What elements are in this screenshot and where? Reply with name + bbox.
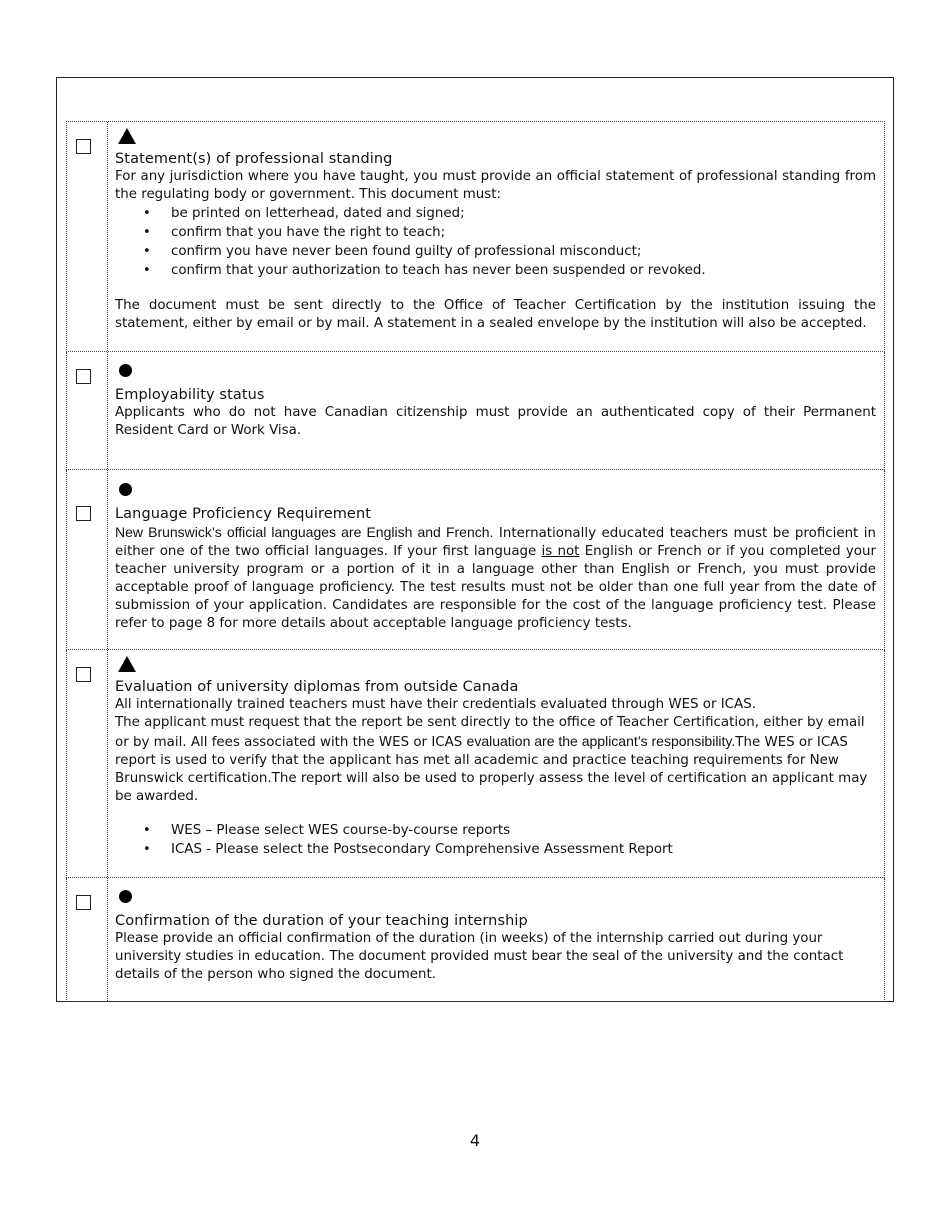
requirement-body-part: The WES or ICAS report is used to verify that the applicant has met all academic and practice teaching requirements for New Brunswick certification.The report will also be used to properly assess the level of certification an applicant may be awarded. <box>115 735 868 804</box>
list-item: • ICAS - Please select the Postsecondary Comprehensive Assessment Report <box>143 840 673 859</box>
requirement-row-language-proficiency <box>66 470 885 650</box>
checkbox[interactable] <box>76 895 91 910</box>
requirement-body-line: All internationally trained teachers must have their credentials evaluated through WES or ICAS. <box>115 697 756 712</box>
checkbox-column <box>67 352 108 469</box>
triangle-icon <box>118 128 136 144</box>
list-item: • confirm you have never been found guilty of professional misconduct; <box>143 242 706 261</box>
requirement-intro: For any jurisdiction where you have taught, you must provide an official statement of professional standing from the regulating body or government. This document must: <box>115 169 876 202</box>
checkbox[interactable] <box>76 506 91 521</box>
requirement-bullet-list <box>143 204 706 280</box>
list-item: • be printed on letterhead, dated and signed; <box>143 204 706 223</box>
checkbox-column <box>67 650 108 877</box>
checkbox-column <box>67 470 108 649</box>
requirement-footer: The document must be sent directly to the Office of Teacher Certification by the institution issuing the statement, either by email or by mail. A statement in a sealed envelope by the institution will also be accepted. <box>115 298 876 331</box>
list-item: • confirm that your authorization to teach has never been suspended or revoked. <box>143 261 706 280</box>
requirement-body <box>115 523 876 633</box>
requirement-row-professional-standing <box>66 121 885 352</box>
requirement-body-part: Internationally educated teachers must be proficient in either one of the two official languages. If your first language <box>115 526 876 559</box>
requirement-bullet-list <box>143 821 673 859</box>
list-item: • confirm that you have the right to teach; <box>143 223 706 242</box>
requirement-body-emphasis: is not <box>541 544 580 559</box>
requirement-body-part: English or French or if you completed your teacher university program or a portion of it in a language other than English or French, you must provide acceptable proof of language proficiency. The test results must not be older than one full year from the date of submission of your application. Candidates are responsible for the cost of the language proficiency test. Please refer to page 8 for more details about acceptable language proficiency tests. <box>115 544 876 631</box>
requirement-row-internship-confirmation <box>66 878 885 1002</box>
requirement-body: Please provide an official confirmation of the duration (in weeks) of the internship carried out during your university studies in education. The document provided must bear the seal of the university and the contact details of the person who signed the document. <box>115 931 844 982</box>
triangle-icon <box>118 656 136 672</box>
checkbox-column <box>67 122 108 351</box>
requirement-title: Employability status <box>115 387 265 403</box>
checkbox[interactable] <box>76 369 91 384</box>
requirement-title: Evaluation of university diplomas from outside Canada <box>115 679 519 695</box>
requirement-body: Applicants who do not have Canadian citizenship must provide an authenticated copy of their Permanent Resident Card or Work Visa. <box>115 405 876 438</box>
requirement-title: Statement(s) of professional standing <box>115 151 393 167</box>
requirement-row-employability-status <box>66 352 885 470</box>
requirement-title: Confirmation of the duration of your teaching internship <box>115 913 528 929</box>
checkbox-column <box>67 878 108 1001</box>
requirement-body-part: The applicant must request that the report be sent directly to the office of Teacher Certification, either by email or by mail. All fees associated with the WES or ICAS <box>115 715 865 750</box>
requirement-title: Language Proficiency Requirement <box>115 506 372 522</box>
requirement-body-lead: New Brunswick’s official languages are English and French. <box>115 524 494 540</box>
requirement-body <box>115 714 876 806</box>
circle-icon <box>119 890 132 903</box>
page-number: 4 <box>469 1131 481 1150</box>
requirement-body-emphasis: evaluation are the applicant’s responsibility. <box>466 733 736 749</box>
circle-icon <box>119 364 132 377</box>
list-item: • WES – Please select WES course-by-course reports <box>143 821 673 840</box>
requirement-row-diploma-evaluation <box>66 650 885 878</box>
circle-icon <box>119 483 132 496</box>
checkbox[interactable] <box>76 139 91 154</box>
checkbox[interactable] <box>76 667 91 682</box>
